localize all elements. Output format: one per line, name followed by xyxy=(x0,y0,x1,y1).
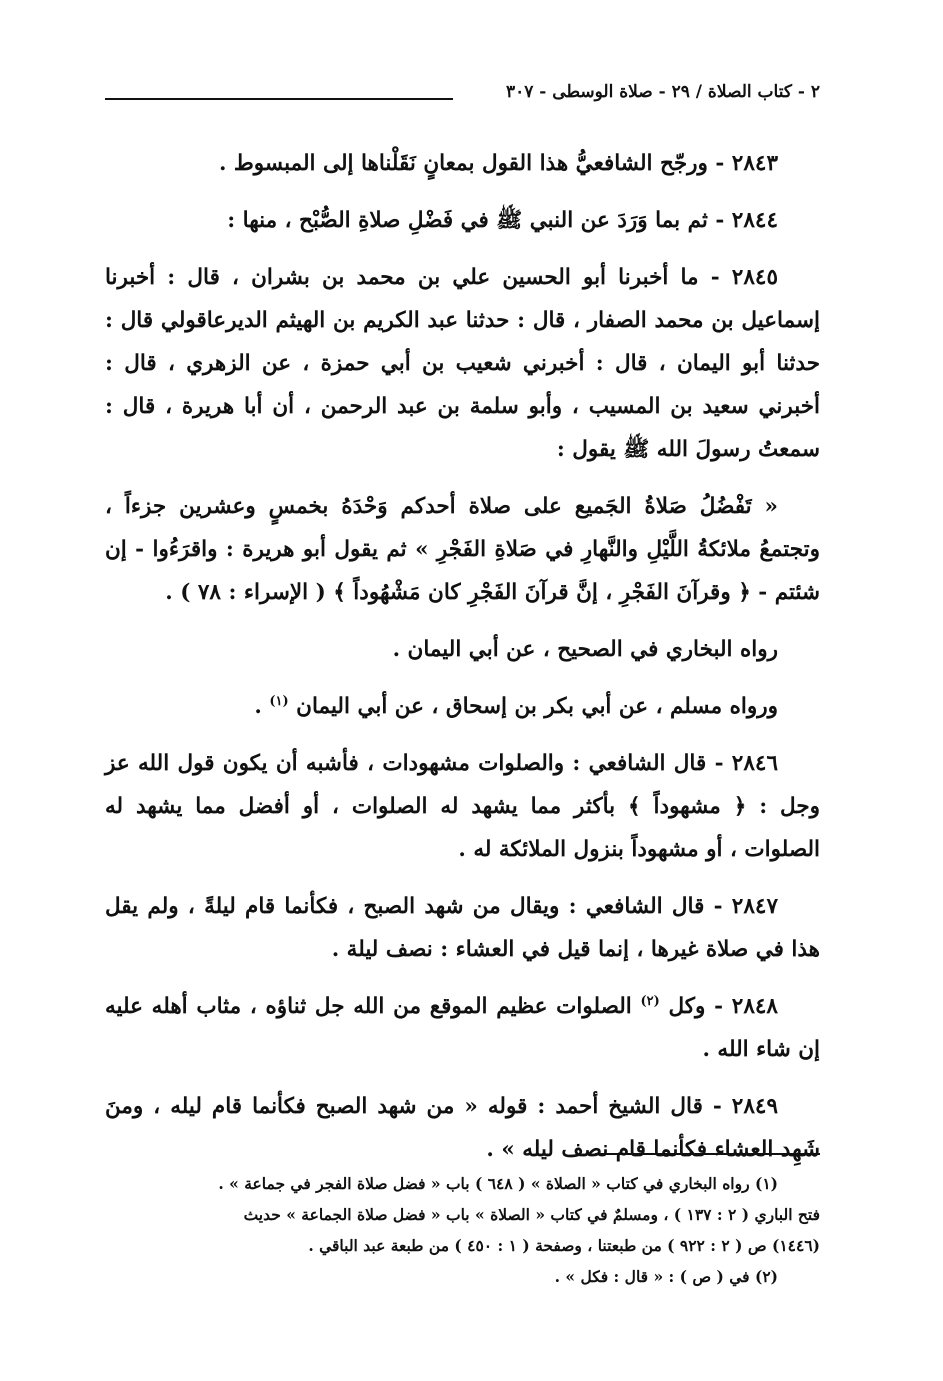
footnote-ref-1: (١) xyxy=(269,693,289,709)
paragraph-2846: ٢٨٤٦ - قال الشافعي : والصلوات مشهودات ، فأشبه أن يكون قول الله عز وجل : ﴿ مشهوداً ﴾ بأكثر مما يشهد له الصلوات ، أو أفضل مما يشهد له الصلوات ، أو مشهوداً بنزول الملائكة له . xyxy=(105,751,820,862)
paragraph-2849: ٢٨٤٩ - قال الشيخ أحمد : قوله « من شهد الصبح فكأنما قام ليله ، ومنَ شَهِد العشاء فكأنما قام نصف ليله » . xyxy=(105,1094,820,1162)
riwaya-muslim-end: . xyxy=(254,694,262,719)
footnote-1-line-2: فتح الباري ( ٢ : ١٣٧ ) ، ومسلمٌ في كتاب « الصلاة » باب « فضل صلاة الجماعة » حديث xyxy=(243,1205,820,1224)
paragraph-2848-start: ٢٨٤٨ - وكل xyxy=(659,994,778,1019)
footnotes xyxy=(105,1168,820,1292)
riwaya-bukhari: رواه البخاري في الصحيح ، عن أبي اليمان . xyxy=(392,637,778,662)
paragraph-2845: ٢٨٤٥ - ما أخبرنا أبو الحسين علي بن محمد بن بشران ، قال : أخبرنا إسماعيل بن محمد الصفار ، قال : حدثنا عبد الكريم بن الهيثم الديرعاقولي قال : حدثنا أبو اليمان ، قال : أخبرني شعيب بن أبي حمزة ، عن الزهري ، قال : أخبرني سعيد بن المسيب ، وأبو سلمة بن عبد الرحمن ، أن أبا هريرة ، قال : سمعتُ رسولَ الله ﷺ يقول : xyxy=(105,265,820,462)
footnote-ref-2: (٢) xyxy=(640,993,660,1009)
footnote-1-line-1: (١) رواه البخاري في كتاب « الصلاة » ( ٦٤٨ ) باب « فضل صلاة الفجر في جماعة » . xyxy=(218,1174,778,1193)
footnote-separator xyxy=(595,1153,820,1155)
riwaya-muslim xyxy=(105,685,820,728)
riwaya-muslim-text: ورواه مسلم ، عن أبي بكر بن إسحاق ، عن أبي اليمان xyxy=(296,694,778,719)
paragraph-2848 xyxy=(105,985,820,1071)
footnote-2: (٢) في ( ص ) : « قال : فكل » . xyxy=(554,1267,778,1286)
running-header xyxy=(105,82,820,102)
paragraph-2848-rest: الصلوات عظيم الموقع من الله جل ثناؤه ، مثاب أهله عليه إن شاء الله . xyxy=(105,994,820,1062)
header-rule xyxy=(105,98,453,100)
main-text xyxy=(105,142,820,1171)
footnote-1-line-3: (١٤٤٦) ص ( ٢ : ٩٢٢ ) من طبعتنا ، وصفحة ( ١ : ٤٥٠ ) من طبعة عبد الباقي . xyxy=(308,1236,820,1255)
paragraph-2847: ٢٨٤٧ - قال الشافعي : ويقال من شهد الصبح ، فكأنما قام ليلةً ، ولم يقل هذا في صلاة غيرها ، إنما قيل في العشاء : نصف ليلة . xyxy=(105,894,820,962)
hadith-text: « تَفْضُلُ صَلاةُ الجَميع على صلاة أحدكم وَحْدَهُ بخمسٍ وعشرين جزءاً ، وتجتمعُ ملائكةُ اللَّيْلِ والنَّهارِ في صَلاةِ الفَجْرِ » ثم يقول أبو هريرة : واقرَءُوا - إن شئتم - ﴿ وقرآنَ الفَجْرِ ، إنَّ قرآنَ الفَجْرِ كان مَشْهُوداً ﴾ ( الإسراء : ٧٨ ) . xyxy=(105,494,820,605)
paragraph-2844: ٢٨٤٤ - ثم بما وَرَدَ عن النبي ﷺ في فَضْلِ صلاةِ الصُّبْح ، منها : xyxy=(227,208,778,233)
paragraph-2843: ٢٨٤٣ - ورجّح الشافعيُّ هذا القول بمعانٍ نَقَلْناها إلى المبسوط . xyxy=(218,151,778,176)
running-header-title: ٢ - كتاب الصلاة / ٢٩ - صلاة الوسطى - ٣٠٧ xyxy=(505,82,820,102)
